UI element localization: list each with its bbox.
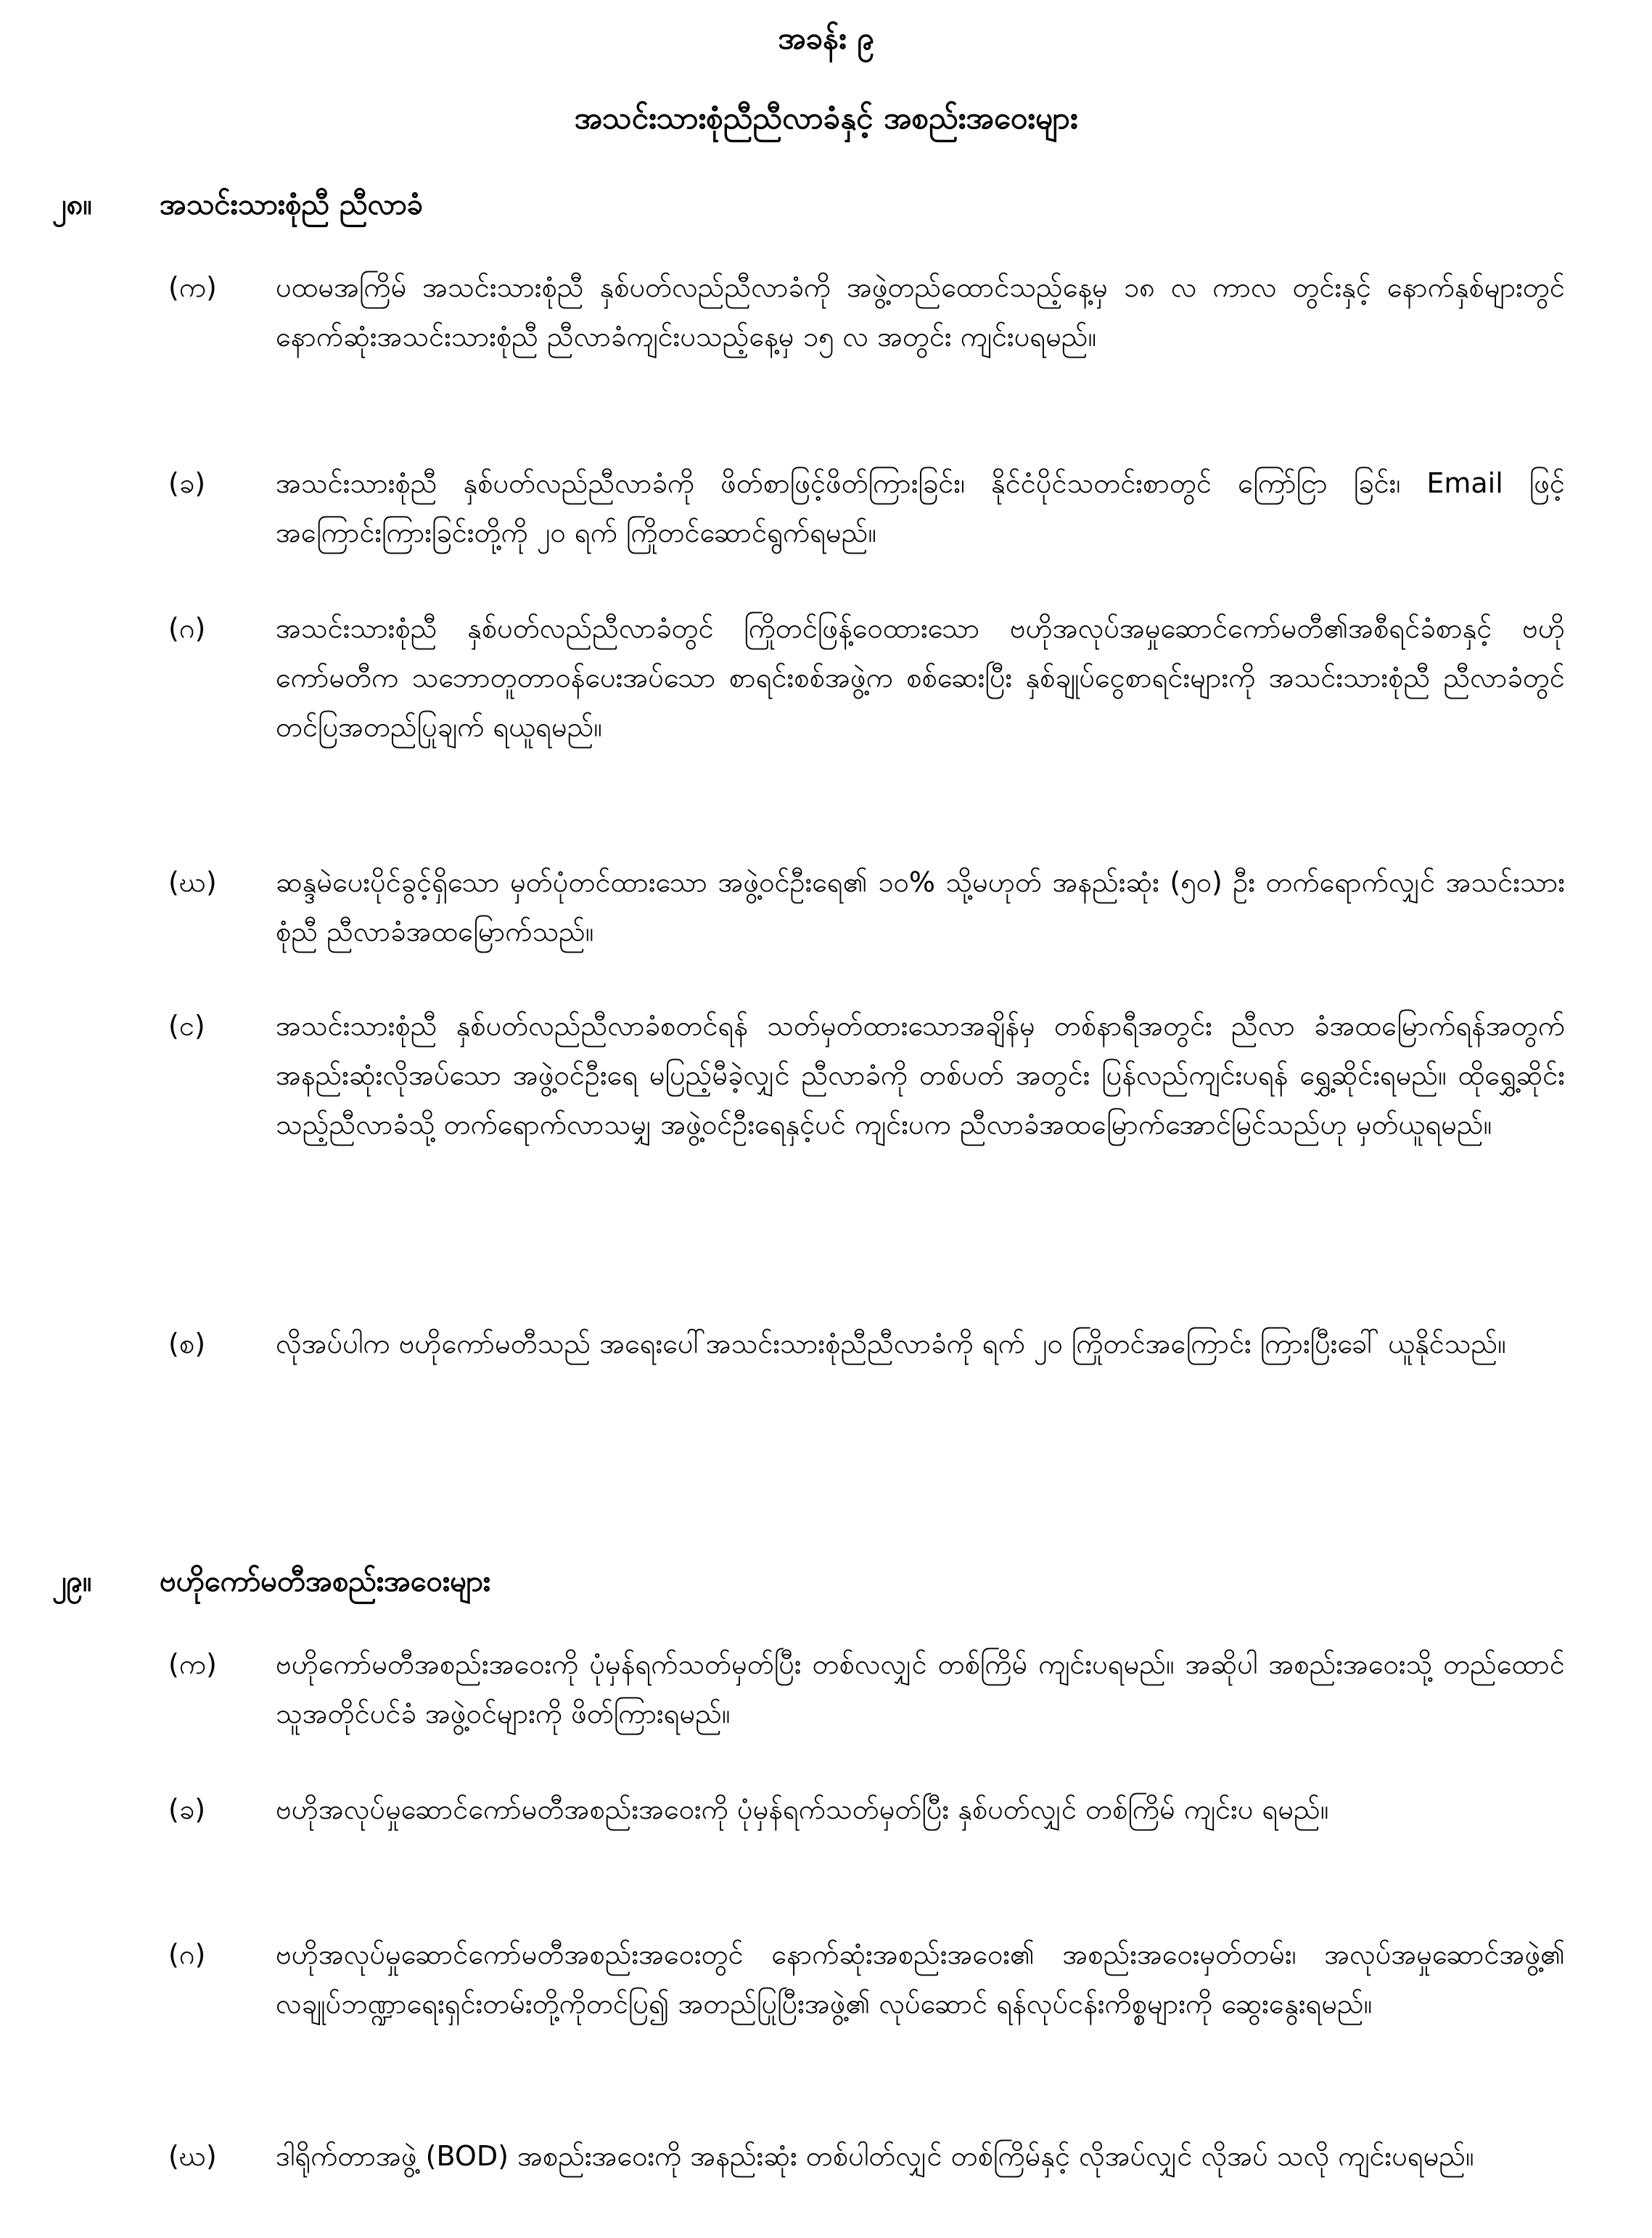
item-text: ဆန္ဒမဲပေးပိုင်ခွင့်ရှိသော မှတ်ပုံတင်ထားသော အဖွဲ့ဝင်ဦးရေ၏ ၁၀% သို့မဟုတ် အနည်းဆုံး (၅၀) ဦး တက်ရောက်လျှင် အသင်းသားစုံညီ ညီလာခံအထမြောက်သည်။ (276, 866, 1565, 947)
item-text: ဒါရိုက်တာအဖွဲ့ (BOD) အစည်းအဝေးကို အနည်းဆုံး တစ်ပါတ်လျှင် တစ်ကြိမ်နှင့် လိုအပ်လျှင် လိုအပ် သလို ကျင်းပရမည်။ (276, 2140, 1474, 2172)
item-text: လိုအပ်ပါက ဗဟိုကော်မတီသည် အရေးပေါ်အသင်းသားစုံညီညီလာခံကို ရက် ၂၀ ကြိုတင်အကြောင်း ကြားပြီးခေါ် ယူနိုင်သည်။ (276, 1328, 1506, 1359)
list-item (168, 1785, 1565, 1834)
section-heading-28 (52, 181, 423, 228)
item-label: (ဃ) (168, 866, 217, 898)
list-item (168, 1001, 1565, 1149)
section-number: ၂၉။ (52, 1565, 92, 1598)
item-text: အသင်းသားစုံညီ နှစ်ပတ်လည်ညီလာခံကို ဖိတ်စာဖြင့်ဖိတ်ကြားခြင်း၊ နိုင်ငံပိုင်သတင်းစာတွင် ကြော်ငြာ ခြင်း၊ Email ဖြင့်အကြောင်းကြားခြင်းတို့ကို ၂၀ ရက် ကြိုတင်ဆောင်ရွက်ရမည်။ (276, 467, 1565, 548)
list-item (168, 1930, 1565, 2028)
item-label: (ဂ) (168, 1938, 206, 1970)
section-title: အသင်းသားစုံညီ ညီလာခံ (160, 188, 424, 221)
item-text: ပထမအကြိမ် အသင်းသားစုံညီ နှစ်ပတ်လည်ညီလာခံကို အဖွဲ့တည်ထောင်သည့်နေ့မှ ၁၈ လ ကာလ တွင်းနှင့် နောက်နှစ်များတွင် နောက်ဆုံးအသင်းသားစုံညီ ညီလာခံကျင်းပသည့်နေ့မှ ၁၅ လ အတွင်း ကျင်းပရမည်။ (276, 271, 1565, 353)
item-label: (င) (168, 1010, 205, 1042)
list-item (168, 604, 1565, 752)
item-label: (စ) (168, 1328, 206, 1359)
list-item (168, 458, 1565, 557)
list-item (168, 263, 1565, 361)
chapter-title: အခန်း ၉ (778, 20, 874, 56)
section-heading-29 (52, 1558, 490, 1605)
item-label: (က) (168, 271, 217, 303)
item-label: (ခ) (168, 1793, 206, 1825)
list-item (168, 2131, 1565, 2181)
item-label: (ခ) (168, 467, 206, 499)
item-label: (ဂ) (168, 612, 206, 644)
list-item (168, 1640, 1565, 1738)
item-label: (ဃ) (168, 2140, 217, 2172)
chapter-subtitle: အသင်းသားစုံညီညီလာခံနှင့် အစည်းအဝေးများ (574, 100, 1078, 136)
section-title: ဗဟိုကော်မတီအစည်းအဝေးများ (160, 1565, 490, 1598)
item-text: ဗဟိုကော်မတီအစည်းအဝေးကို ပုံမှန်ရက်သတ်မှတ်ပြီး တစ်လလျှင် တစ်ကြိမ် ကျင်းပရမည်။ အဆိုပါ အစည်းအဝေးသို့ တည်ထောင်သူအတိုင်ပင်ခံ အဖွဲ့ဝင်များကို ဖိတ်ကြားရမည်။ (276, 1648, 1565, 1729)
list-item (168, 857, 1565, 956)
item-label: (က) (168, 1648, 217, 1680)
item-text: ဗဟိုအလုပ်မှုဆောင်ကော်မတီအစည်းအဝေးကို ပုံမှန်ရက်သတ်မှတ်ပြီး နှစ်ပတ်လျှင် တစ်ကြိမ် ကျင်းပ ရမည်။ (276, 1793, 1329, 1825)
section-number: ၂၈။ (52, 188, 92, 221)
item-text: အသင်းသားစုံညီ နှစ်ပတ်လည်ညီလာခံတွင် ကြိုတင်ဖြန့်ဝေထားသော ဗဟိုအလုပ်အမှုဆောင်ကော်မတီ၏အစီရင်ခံစာနှင့် ဗဟိုကော်မတီက သဘောတူတာဝန်ပေးအပ်သော စာရင်းစစ်အဖွဲ့က စစ်ဆေးပြီး နှစ်ချုပ်ငွေစာရင်းများကို အသင်းသားစုံညီ ညီလာခံတွင် တင်ပြအတည်ပြုချက် ရယူရမည်။ (276, 612, 1565, 743)
list-item (168, 1319, 1565, 1368)
item-text: ဗဟိုအလုပ်မှုဆောင်ကော်မတီအစည်းအဝေးတွင် နောက်ဆုံးအစည်းအဝေး၏ အစည်းအဝေးမှတ်တမ်း၊ အလုပ်အမှုဆောင်အဖွဲ့၏ လချုပ်ဘဏ္ဍာရေးရှင်းတမ်းတို့ကိုတင်ပြ၍ အတည်ပြုပြီးအဖွဲ့၏ လုပ်ဆောင် ရန်လုပ်ငန်းကိစ္စများကို ဆွေးနွေးရမည်။ (276, 1938, 1565, 2020)
item-text: အသင်းသားစုံညီ နှစ်ပတ်လည်ညီလာခံစတင်ရန် သတ်မှတ်ထားသောအချိန်မှ တစ်နာရီအတွင်း ညီလာ ခံအထမြောက်ရန်အတွက် အနည်းဆုံးလိုအပ်သော အဖွဲ့ဝင်ဦးရေ မပြည့်မီခဲ့လျှင် ညီလာခံကို တစ်ပတ် အတွင်း ပြန်လည်ကျင်းပရန် ရွှေ့ဆိုင်းရမည်။ ထိုရွှေ့ဆိုင်းသည့်ညီလာခံသို့ တက်ရောက်လာသမျှ အဖွဲ့ဝင်ဦးရေနှင့်ပင် ကျင်းပက ညီလာခံအထမြောက်အောင်မြင်သည်ဟု မှတ်ယူရမည်။ (276, 1010, 1565, 1140)
